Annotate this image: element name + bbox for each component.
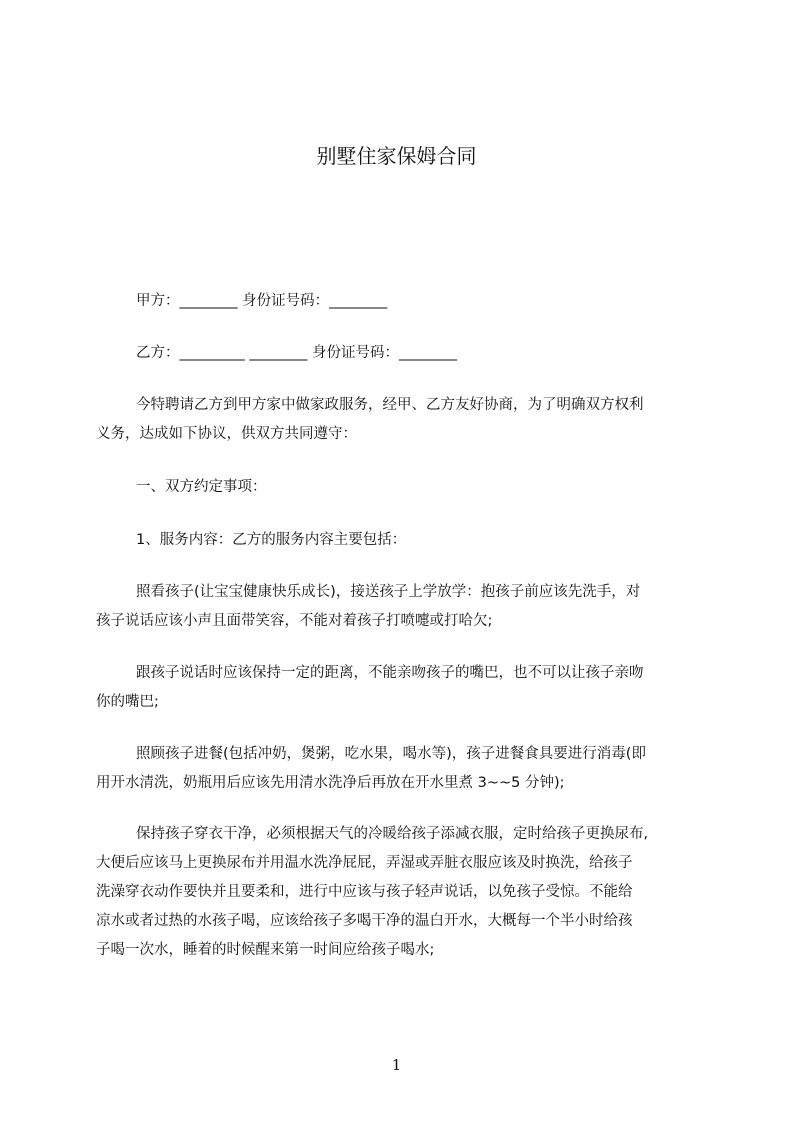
- page-number: 1: [391, 1056, 402, 1074]
- party-a-text: 甲方：________ 身份证号码：________: [136, 293, 388, 309]
- paragraph-line: 照顾孩子进餐(包括冲奶，煲粥，吃水果，喝水等)，孩子进餐食具要进行消毒(即: [136, 746, 646, 762]
- paragraph-line: 子喝一次水，睡着的时候醒来第一时间应给孩子喝水;: [96, 942, 435, 958]
- paragraph-line: 用开水清洗，奶瓶用后应该先用清水洗净后再放在开水里煮 3~~5 分钟);: [96, 775, 565, 791]
- paragraph-line: 跟孩子说话时应该保持一定的距离，不能亲吻孩子的嘴巴，也不可以让孩子亲吻: [136, 665, 644, 681]
- paragraph-line: 大便后应该马上更换尿布并用温水洗净屁屁，弄湿或弄脏衣服应该及时换洗，给孩子: [96, 855, 633, 871]
- paragraph-meals: [96, 740, 708, 798]
- paragraph-clothing: [96, 820, 708, 965]
- paragraph-line: 洗澡穿衣动作要快并且要柔和，进行中应该与孩子轻声说话，以免孩子受惊。不能给: [96, 884, 633, 900]
- party-a-line: [96, 287, 748, 316]
- paragraph-line: 孩子说话应该小声且面带笑容，不能对着孩子打喷嚏或打哈欠;: [96, 613, 493, 629]
- intro-paragraph: [96, 391, 708, 449]
- intro-line-1: 今特聘请乙方到甲方家中做家政服务，经甲、乙方友好协商，为了明确双方权利: [136, 397, 644, 413]
- paragraph-line: 凉水或者过热的水孩子喝，应该给孩子多喝干净的温白开水，大概每一个半小时给孩: [96, 913, 633, 929]
- section-1-heading-text: 一、双方约定事项：: [136, 479, 267, 495]
- paragraph-childcare: [96, 578, 708, 636]
- party-b-text: 乙方：_________ ________ 身份证号码：________: [136, 345, 457, 361]
- item-1-heading-text: 1、服务内容：乙方的服务内容主要包括：: [136, 532, 407, 548]
- intro-line-2: 义务，达成如下协议，供双方共同遵守：: [96, 426, 357, 442]
- party-b-line: [96, 339, 748, 368]
- paragraph-distance: [96, 659, 708, 717]
- section-1-heading: [96, 473, 748, 502]
- paragraph-line: 你的嘴巴;: [96, 694, 159, 710]
- document-title: 别墅住家保姆合同: [316, 144, 477, 168]
- paragraph-line: 保持孩子穿衣干净，必须根据天气的冷暖给孩子添减衣服，定时给孩子更换尿布,: [136, 826, 649, 842]
- paragraph-line: 照看孩子(让宝宝健康快乐成长)，接送孩子上学放学：抱孩子前应该先洗手，对: [136, 584, 641, 600]
- item-1-heading: [96, 526, 748, 555]
